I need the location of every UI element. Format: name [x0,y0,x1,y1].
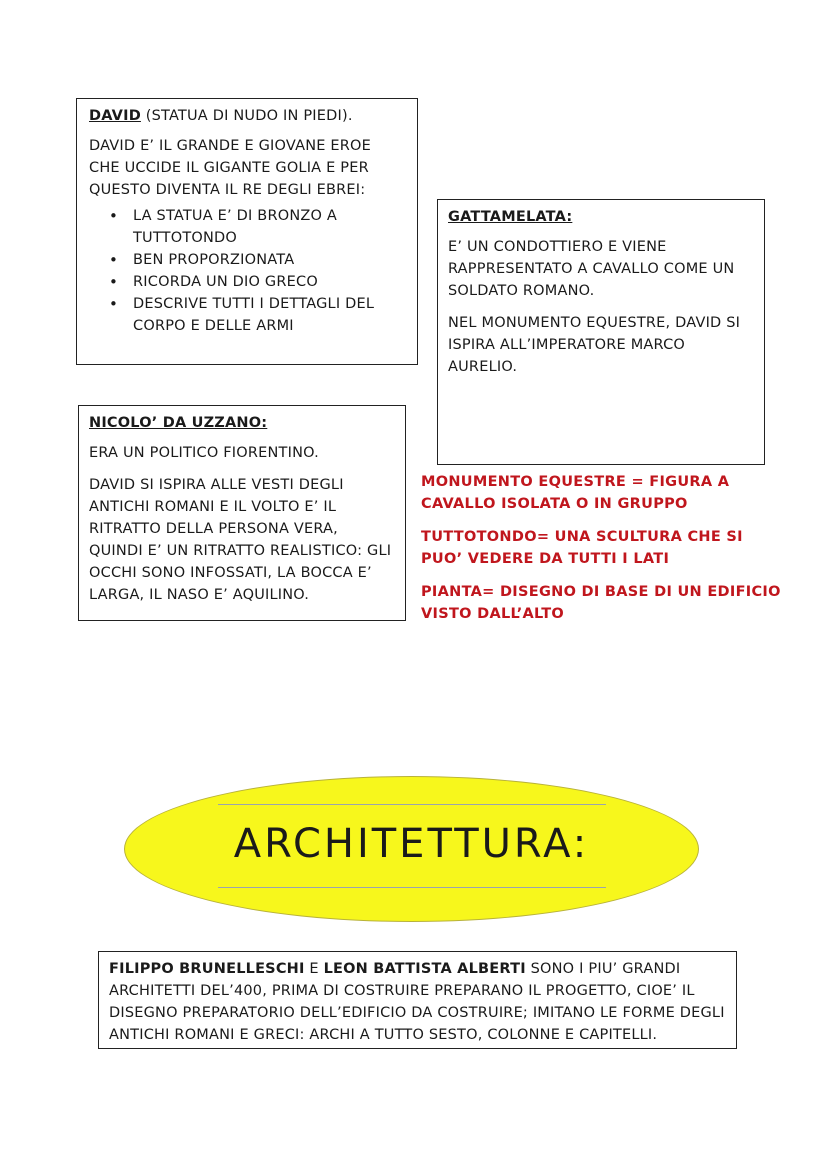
banner-top-rule [218,804,606,805]
david-subtitle: (STATUA DI NUDO IN PIEDI). [140,108,353,124]
architettura-heading: ARCHITETTURA: [233,821,590,867]
list-item: • LA STATUA E’ DI BRONZO A TUTTOTONDO [133,205,405,249]
david-bullet-list [89,205,405,337]
architect-name-alberti: LEON BATTISTA ALBERTI [323,961,526,977]
list-item: • BEN PROPORZIONATA [133,249,405,271]
david-description: DAVID E’ IL GRANDE E GIOVANE EROE CHE UCCIDE IL GIGANTE GOLIA E PER QUESTO DIVENTA IL RE DEGLI EBREI: [89,138,372,198]
nicolo-title: NICOLO’ DA UZZANO: [89,415,268,431]
nicolo-paragraph-1: ERA UN POLITICO FIORENTINO. [89,445,319,461]
list-item: • RICORDA UN DIO GRECO [133,271,405,293]
definition-monumento-equestre: MONUMENTO EQUESTRE = FIGURA A CAVALLO ISOLATA O IN GRUPPO [421,474,730,512]
gattamelata-box [437,199,765,465]
banner-bottom-rule [218,887,606,888]
gattamelata-paragraph-2: NEL MONUMENTO EQUESTRE, DAVID SI ISPIRA ALL’IMPERATORE MARCO AURELIO. [448,315,741,375]
architect-connector: E [304,961,324,977]
definitions [421,471,781,636]
gattamelata-paragraph-1: E’ UN CONDOTTIERO E VIENE RAPPRESENTATO A CAVALLO COME UN SOLDATO ROMANO. [448,239,735,299]
architettura-banner [124,776,699,922]
nicolo-paragraph-2: DAVID SI ISPIRA ALLE VESTI DEGLI ANTICHI ROMANI E IL VOLTO E’ IL RITRATTO DELLA PERSONA VERA, QUINDI E’ UN RITRATTO REALISTICO: GLI OCCHI SONO INFOSSATI, LA BOCCA E’ LARGA, IL NASO E’ AQUILINO. [89,477,392,603]
architettura-text: SONO I PIU’ GRANDI ARCHITETTI DEL’400, PRIMA DI COSTRUIRE PREPARANO IL PROGETTO, CIOE’ IL DISEGNO PREPARATORIO DELL’EDIFICIO DA COSTRUIRE; IMITANO LE FORME DEGLI ANTICHI ROMANI E GRECI: ARCHI A TUTTO SESTO, COLONNE E CAPITELLI. [109,961,725,1043]
definition-pianta: PIANTA= DISEGNO DI BASE DI UN EDIFICIO VISTO DALL’ALTO [421,584,781,622]
david-box [76,98,418,365]
gattamelata-title: GATTAMELATA: [448,209,573,225]
definition-tuttotondo: TUTTOTONDO= UNA SCULTURA CHE SI PUO’ VEDERE DA TUTTI I LATI [421,529,743,567]
architettura-box [98,951,737,1049]
nicolo-box [78,405,406,621]
david-title: DAVID [89,108,141,124]
architect-name-brunelleschi: FILIPPO BRUNELLESCHI [109,961,305,977]
list-item: • DESCRIVE TUTTI I DETTAGLI DEL CORPO E DELLE ARMI [133,293,405,337]
david-heading [89,105,405,127]
